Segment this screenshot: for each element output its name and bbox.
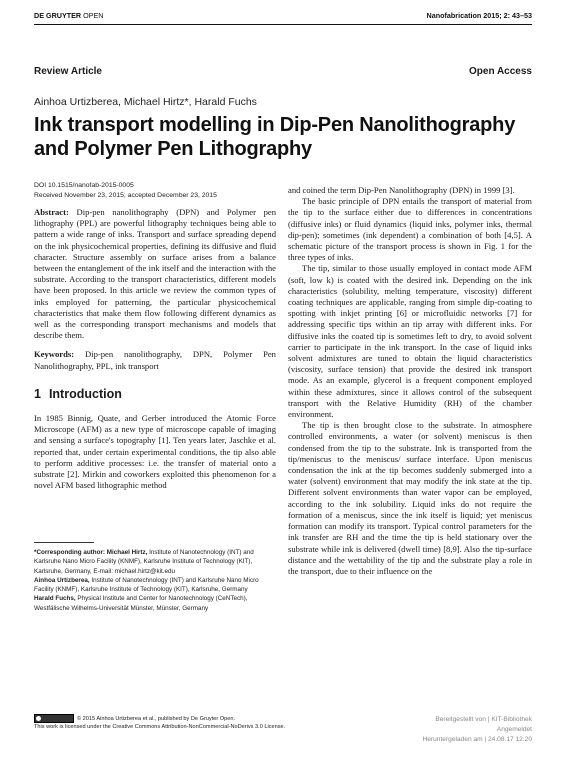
stamp-login: Angemeldet [496,726,532,734]
header-rule [34,24,532,25]
section-number: 1 [34,386,41,401]
author-affiliations [34,548,278,613]
footnote-entry [34,594,278,613]
publisher-suffix: OPEN [83,11,104,20]
footnote-rule [34,542,94,543]
footnote-text: Physical Institute and Center for Nanotechnology (CeNTech), Westfälische Wilhelms-Universität Münster, Münster, Germany [34,595,248,612]
cc-license-badge-icon[interactable] [34,714,74,723]
received-dates: Received November 23, 2015; accepted December 23, 2015 [34,192,217,199]
article-meta-row [34,66,532,77]
publisher-name [34,11,104,20]
stamp-download-date: Heruntergeladen am | 24.08.17 12:20 [422,736,532,744]
abstract-text: Dip-pen nanolithography (DPN) and Polymer pen lithography (PPL) are powerful lithography techniques being able to pattern a wide range of inks. Transport and surface spreading depend on the ink physicochemical properties, defining its diffusive and fluid character. Structure assembly on surface arises from a balance between the entanglement of the ink itself and the interaction with the substrate. According to the transport characteristics, different models have been proposed. In this article we review the common types of inks employed for patterning, the particular physicochemical characteristics that make them flow following different dynamics as well as the corresponding transport mechanisms and models that describe them. [34,207,276,341]
keywords-text: Dip-pen nanolithography, DPN, Polymer Pen Nanolithography, PPL, ink transport [34,349,276,371]
footnote-name: Ainhoa Urtizberea, [34,576,90,584]
footnote-entry [34,548,278,576]
article-type: Review Article [34,66,102,77]
keywords-label: Keywords: [34,349,75,360]
body-paragraph: The tip is then brought close to the substrate. In atmosphere controlled environments, a water (or solvent) meniscus is then condensed from the tip to the substrate. Ink is transported from the tip/meniscus to the meniscus/ surface interface. Upon meniscus condensation the ink at the tip becomes suddenly submerged into a water (solvent) environment that may modify the ink state at the tip. Different solvent environments than water vapor can be employed, according to the ink solubility. Liquid inks do not require the formation of a meniscus, since the ink itself is liquid; yet meniscus formation can modify its transport. Typical control parameters for the ink transfer are RH and the time the tip is held stationary over the substrate while ink is delivered (dwell time) [8,9]. Also the tip-surface distance and the wettability of the tip and the substrate play a role in the transport, due to their influence on the [288,420,532,576]
footnote-name: *Corresponding author: Michael Hirtz, [34,549,148,556]
journal-citation: Nanofabrication 2015; 2: 43–53 [426,11,532,20]
section-heading [34,386,276,401]
right-column [288,185,532,577]
article-info [34,181,276,201]
footnote-text: Institute of Nanotechnology (INT) and Karlsruhe Nano Micro Facility (KNMF), Karlsruhe Institute of Technology (KIT), Karlsruhe, Germany [34,576,259,594]
author-list: Ainhoa Urtizberea, Michael Hirtz*, Harald Fuchs [34,96,257,108]
body-paragraph: The basic principle of DPN entails the transport of material from the tip to the surface either due to differences in concentrations (diffusive inks) or fluid dynamics (liquid inks, polymer inks, thermal dip-pen); sometimes (ink dependent) a combination of both [4,5]. A schematic picture of the transport process is shown in Fig. 1 for the three types of inks. [288,196,532,263]
footnote-name: Harald Fuchs, [34,595,76,603]
footnote-entry [34,576,278,595]
abstract-label: Abstract: [34,207,69,217]
abstract [34,207,276,341]
copyright-line [34,714,374,723]
doi-link[interactable]: DOI 10.1515/nanofab-2015-0005 [34,182,134,189]
license-notice [34,714,374,731]
intro-paragraph: In 1985 Binnig, Quate, and Gerber introduced the Atomic Force Microscope (AFM) as a new type of microscope capable of imaging and sensing a surface's topography [1]. Ten years later, Jaschke et al. reported that, under certain experimental conditions, the tip also able to perform additive processes: i.e. the transfer of material onto a substrate [2]. Mirkin and coworkers exploited this phenomenon for a novel AFM based lithographic method [34,413,276,491]
publisher-label: DE GRUYTER [34,11,82,20]
keywords [34,349,276,371]
section-title: Introduction [48,386,122,401]
access-label: Open Access [469,66,532,77]
body-paragraph: The tip, similar to those usually employed in contact mode AFM (soft, low k) is coated with the desired ink. Depending on the ink characteristics (solubility, melting temperature, viscosity) different coating techniques are applicable, ranging from simple dip-coating to spotting with inkjet printing [6] or microfluidic networks [7] for addressing specific tips within an tip array with different inks. For diffusive inks the coated tip is sometimes left to dry, to avoid solvent carrier to participate in the ink transport. In the case of liquid inks solvent admixtures are tuned to obtain the liquid characteristics (viscosity, surface tension) that provide the desired ink transport mode. As an example, glycerol is a frequent component employed within these admixtures, since it allows control of the subsequent transport with the Relative Humidity (RH) of the chamber environment. [288,263,532,420]
stamp-provider: Bereitgestellt von | KIT-Bibliothek [435,716,532,723]
copyright-text: © 2015 Ainhoa Urtizberea et al., published by De Gruyter Open. [77,715,236,722]
left-column [34,181,276,491]
download-stamp [423,715,533,746]
license-line: This work is licensed under the Creative Commons Attribution-NonCommercial-NoDerivs 3.0 License. [34,724,286,731]
footnote-text: Institute of Nanotechnology (INT) and Karlsruhe Nano Micro Facility (KNMF), Karlsruhe Institute of Technology (KIT), Karlsruhe, Germany, E-mail: michael.hirtz@kit.edu [34,549,254,575]
running-header [34,11,532,20]
article-title: Ink transport modelling in Dip-Pen Nanolithography and Polymer Pen Lithography [34,114,516,160]
body-paragraph: and coined the term Dip-Pen Nanolithography (DPN) in 1999 [3]. [288,185,515,195]
